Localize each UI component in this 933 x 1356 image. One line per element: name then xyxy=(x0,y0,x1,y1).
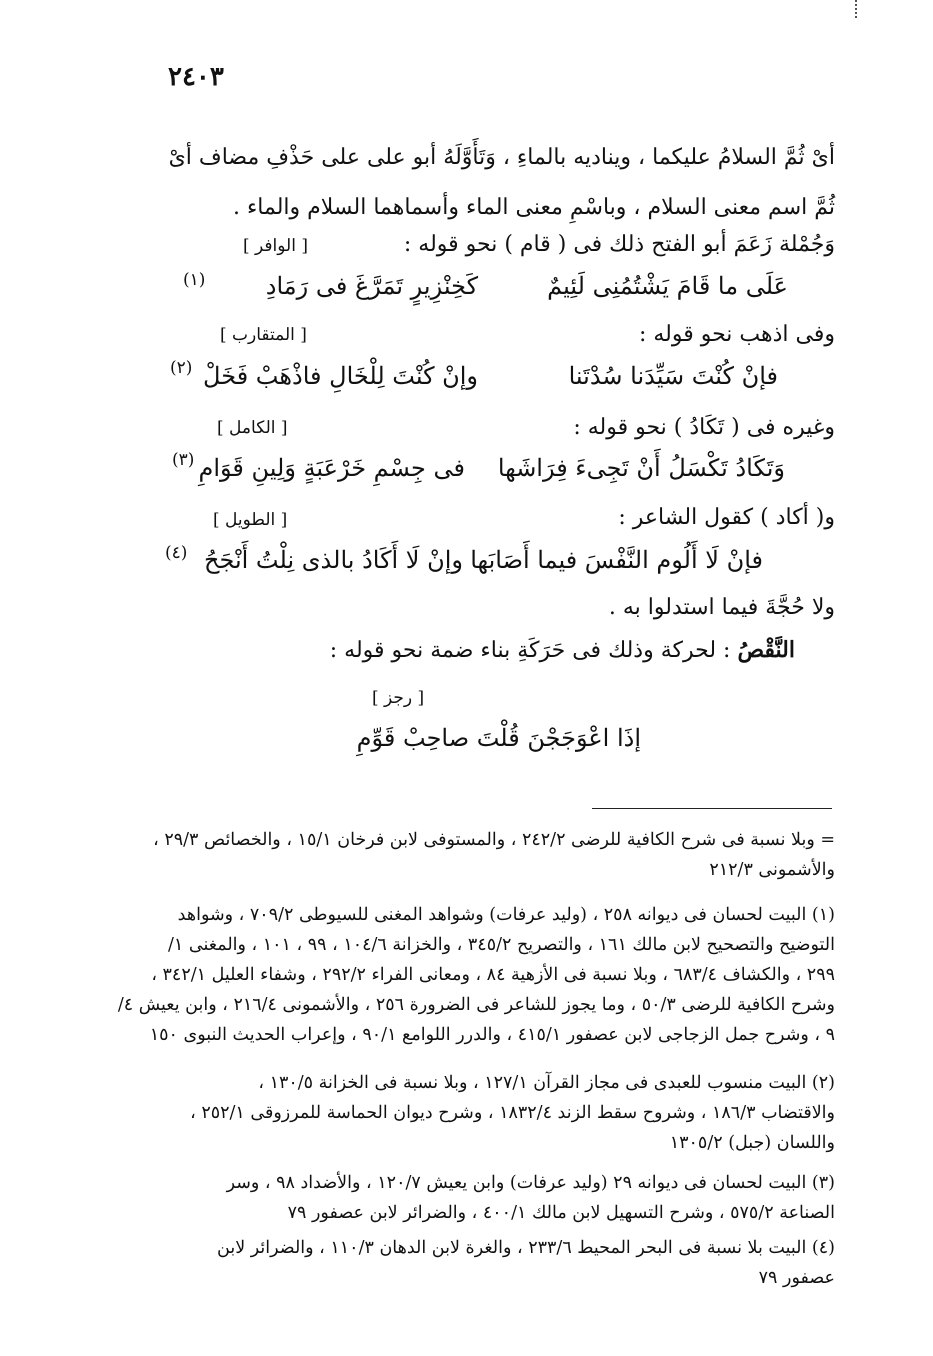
footnote-2 xyxy=(137,1068,835,1158)
verse-1-hemistich-2: كَخِنْزِيرٍ تَمَرَّغَ فى رَمَادِ xyxy=(265,272,478,300)
intro-line-3: وغيره فى ( تَكَادُ ) نحو قوله : xyxy=(573,415,835,440)
verse-4 xyxy=(133,544,763,584)
page-number: ٢٤٠٣ xyxy=(168,62,224,92)
intro-line-1: وَجُمْلة زَعَمَ أبو الفتح ذلك فى ( قام ) نحو قوله : xyxy=(403,232,835,257)
meter-label-5: [ رجز ] xyxy=(372,688,425,708)
footnote-line: وشرح الكافية للرضى ٥٠/٣ ، وما يجوز للشاعر فى الضرورة ٢٥٦ ، والأشمونى ٢١٦/٤ ، وابن يعيش ٤/ xyxy=(117,995,835,1015)
footnote-ref-4: (٤) xyxy=(165,543,188,563)
footnote-1 xyxy=(117,900,835,1050)
body-line-1: أىْ ثُمَّ السلامُ عليكما ، ويناديه بالماءِ ، وَتَأَوَّلَهُ أبو على على حَذْفِ مضاف أىْ xyxy=(168,145,835,170)
closing-line: ولا حُجَّةَ فيما استدلوا به . xyxy=(608,595,835,620)
footnote-line: ٢٩٩ ، والكشاف ٦٨٣/٤ ، وبلا نسبة فى الأزهية ٨٤ ، ومعانى الفراء ٢٩٢/٢ ، وشفاء العليل ٣٤٢/١ ، xyxy=(151,965,835,985)
footnote-line: ٩ ، وشرح جمل الزجاجى لابن عصفور ٤١٥/١ ، والدرر اللوامع ٩٠/١ ، وإعراب الحديث النبوى ١٥٠ xyxy=(149,1025,835,1045)
footnote-continuation xyxy=(137,825,835,885)
naqs-line xyxy=(330,635,795,669)
verse-4-hemistich-1: فإنْ لَا أَلُوم النَّفْسَ فيما أَصَابَها xyxy=(470,546,763,574)
footnote-line: (٣) البيت لحسان فى ديوانه ٢٩ (وليد عرفات) وابن يعيش ١٢٠/٧ ، والأضداد ٩٨ ، وسر xyxy=(226,1173,835,1193)
verse-3 xyxy=(135,452,785,492)
verse-4-hemistich-2: وإنْ لَا أَكَادُ بالذى نِلْتُ أَنْجَحُ xyxy=(203,546,463,574)
footnote-line: الصناعة ٥٧٥/٢ ، وشرح التسهيل لابن مالك ٤٠٠/١ ، والضرائر لابن عصفور ٧٩ xyxy=(287,1203,835,1223)
footnote-ref-1: (١) xyxy=(183,270,206,290)
scan-edge-mark xyxy=(855,0,859,18)
verse-3-hemistich-1: وَتَكَادُ تَكْسَلُ أَنْ تَجِىءَ فِرَاشَها xyxy=(497,454,785,482)
footnote-line: (٢) البيت منسوب للعبدى فى مجاز القرآن ١٢٧/١ ، وبلا نسبة فى الخزانة ١٣٠/٥ ، xyxy=(258,1073,835,1093)
meter-label-2: [ المتقارب ] xyxy=(220,325,307,345)
footnote-line: والاقتضاب ١٨٦/٣ ، وشروح سقط الزند ١٨٣٢/٤ ، وشرح ديوان الحماسة للمرزوقى ٢٥٢/١ ، xyxy=(190,1103,835,1123)
footnote-ref-2: (٢) xyxy=(170,358,193,378)
intro-line-4: و( أكاد ) كقول الشاعر : xyxy=(618,505,835,530)
verse-2 xyxy=(138,360,778,400)
footnote-line: التوضيح والتصحيح لابن مالك ١٦١ ، والتصريح ٣٤٥/٢ ، والخزانة ١٠٤/٦ ، ٩٩ ، ١٠١ ، والمغنى ١/ xyxy=(168,935,835,955)
verse-5: إذَا اعْوَجَجْنَ قُلْتَ صاحِبْ قَوِّمِ xyxy=(356,724,641,752)
footnote-separator xyxy=(592,808,832,809)
footnote-line: واللسان (جبل) ١٣٠٥/٢ xyxy=(669,1133,835,1153)
footnote-line: (١) البيت لحسان فى ديوانه ٢٥٨ ، (وليد عرفات) وشواهد المغنى للسيوطى ٧٠٩/٢ ، وشواهد xyxy=(177,905,835,925)
verse-1 xyxy=(138,270,788,310)
verse-2-hemistich-2: وإنْ كُنْتَ لِلْخَالِ فاذْهَبْ فَخَلْ xyxy=(203,362,478,390)
meter-label-4: [ الطويل ] xyxy=(213,510,288,530)
body-line-2: ثُمَّ اسم معنى السلام ، وباسْمِ معنى الماء وأسماهما السلام والماء . xyxy=(232,195,835,220)
naqs-term: النَّقْصُ xyxy=(737,637,795,663)
footnote-line: والأشمونى ٢١٢/٣ xyxy=(709,860,835,880)
meter-label-3: [ الكامل ] xyxy=(217,418,288,438)
footnote-line: عصفور ٧٩ xyxy=(758,1268,835,1288)
verse-1-hemistich-1: عَلَى ما قَامَ يَشْتُمُنِى لَئِيمٌ xyxy=(547,272,788,300)
footnote-4 xyxy=(137,1233,835,1293)
footnote-line: = وبلا نسبة فى شرح الكافية للرضى ٢٤٢/٢ ، والمستوفى لابن فرخان ١٥/١ ، والخصائص ٢٩/٣ ، xyxy=(153,830,835,850)
footnote-3 xyxy=(137,1168,835,1228)
verse-2-hemistich-1: فإنْ كُنْتَ سَيِّدَنا سُدْتَنا xyxy=(568,362,778,390)
naqs-text: : لحركة وذلك فى حَرَكَةِ بناء ضمة نحو قوله : xyxy=(329,638,731,663)
footnote-ref-3: (٣) xyxy=(172,450,195,470)
meter-label-1: [ الوافر ] xyxy=(243,236,308,256)
intro-line-2: وفى اذهب نحو قوله : xyxy=(638,322,835,347)
verse-3-hemistich-2: فى جِسْمِ خَرْعَبَةٍ وَلِينِ قَوَامِ xyxy=(198,454,465,482)
footnote-line: (٤) البيت بلا نسبة فى البحر المحيط ٢٣٣/٦ ، والغرة لابن الدهان ١١٠/٣ ، والضرائر لابن xyxy=(217,1238,835,1258)
